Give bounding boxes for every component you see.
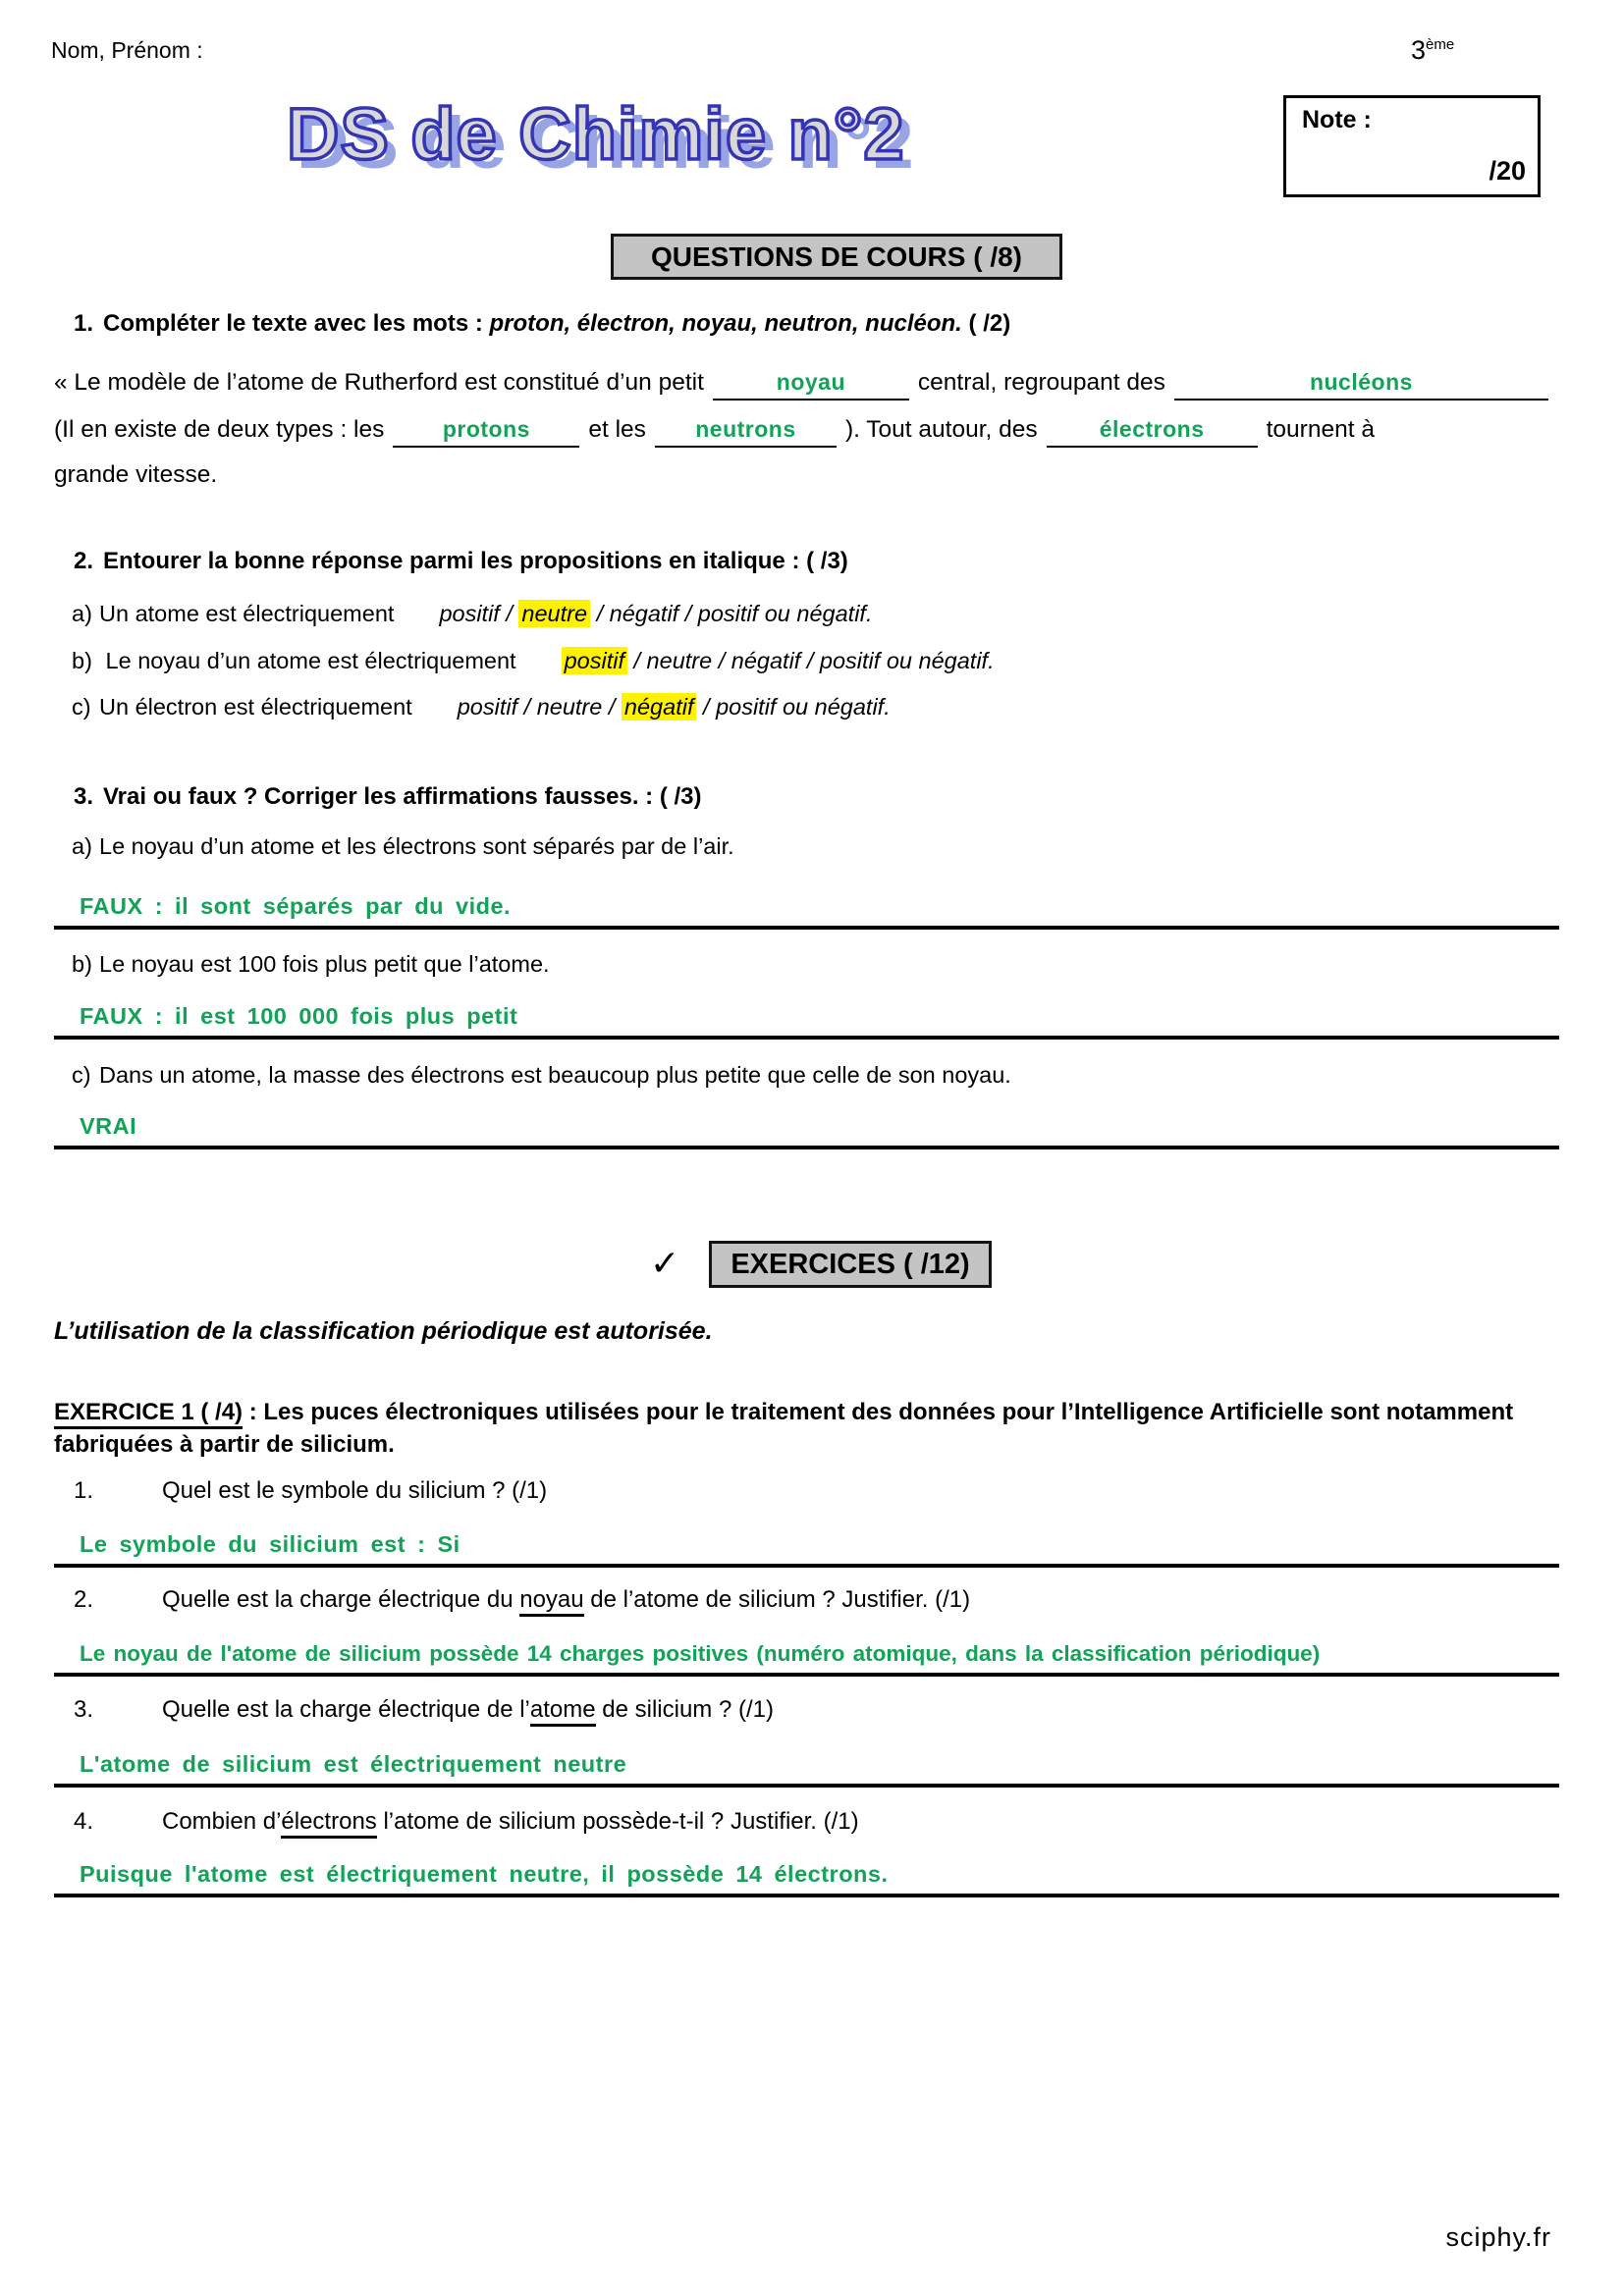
checkmark-icon: ✓ bbox=[650, 1243, 680, 1283]
q3-number: 3. bbox=[74, 783, 94, 810]
fill-blank-noyau bbox=[713, 369, 909, 400]
highlighted-answer-negatif: négatif bbox=[622, 693, 697, 721]
fill-text: ). Tout autour, des bbox=[844, 416, 1038, 443]
q2-label: Entourer la bonne réponse parmi les propositions en italique : ( /3) bbox=[103, 548, 848, 574]
fill-paragraph-line1 bbox=[54, 369, 1557, 400]
answer-line-ex1-q2: Le noyau de l'atome de silicium possède 14 charges positives (numéro atomique, dans la classification périodique) bbox=[54, 1641, 1559, 1677]
ex1-q4-underlined-word: électrons bbox=[281, 1808, 376, 1839]
fill-blank-protons bbox=[393, 416, 579, 448]
answer-line-ex1-q4: Puisque l'atome est électriquement neutre, il possède 14 électrons. bbox=[54, 1861, 1559, 1897]
fill-blank-electrons bbox=[1047, 416, 1258, 448]
fill-blank-nucleons bbox=[1174, 369, 1548, 400]
ex1-q4-number: 4. bbox=[74, 1808, 94, 1835]
q1-number: 1. bbox=[74, 310, 94, 337]
q2-heading bbox=[54, 548, 1555, 575]
highlighted-answer-neutre: neutre bbox=[518, 600, 590, 627]
section-heading-questions-de-cours: QUESTIONS DE COURS ( /8) bbox=[611, 234, 1062, 280]
grade-suffix: ème bbox=[1426, 36, 1455, 53]
worksheet-title: DS de Chimie n°2 bbox=[287, 93, 905, 175]
ex1-q4-text bbox=[162, 1808, 859, 1836]
fill-paragraph-line2 bbox=[54, 416, 1557, 448]
answer-line-ex1-q3: L'atome de silicium est électriquement neutre bbox=[54, 1751, 1559, 1788]
fill-text: (Il en existe de deux types : les bbox=[54, 416, 385, 443]
ex1-q3-pre: Quelle est la charge électrique de l’ bbox=[162, 1696, 530, 1723]
q1-label bbox=[103, 310, 1010, 338]
answer-protons: protons bbox=[442, 416, 530, 442]
section-heading-exercices: EXERCICES ( /12) bbox=[709, 1241, 992, 1288]
q3-statement-a bbox=[54, 833, 1565, 860]
q2-item-a bbox=[54, 601, 1565, 627]
ex1-question-2 bbox=[54, 1586, 1555, 1614]
q1-word-list: proton, électron, noyau, neutron, nucléon. bbox=[489, 310, 962, 337]
footer-site-name: sciphy.fr bbox=[1445, 2222, 1551, 2252]
q2-number: 2. bbox=[74, 548, 94, 574]
ex1-q2-underlined-word: noyau bbox=[519, 1586, 583, 1617]
ex1-question-4 bbox=[54, 1808, 1555, 1836]
q2-item-b-options bbox=[562, 648, 995, 674]
q2-item-a-letter: a) bbox=[72, 601, 92, 626]
q2-item-b-text: Le noyau d’un atome est électriquement bbox=[99, 648, 516, 673]
option-text: / neutre / négatif / positif ou négatif. bbox=[626, 648, 995, 673]
ex1-q3-underlined-word: atome bbox=[530, 1696, 596, 1727]
q2-item-c bbox=[54, 694, 1565, 721]
q2-item-c-options bbox=[458, 694, 891, 721]
ex1-q3-text bbox=[162, 1696, 774, 1724]
q2-item-b-letter: b) bbox=[72, 648, 92, 673]
exercise1-title: EXERCICE 1 ( /4) bbox=[54, 1399, 243, 1429]
q1-heading bbox=[54, 310, 1555, 338]
q2-item-c-text: Un électron est électriquement bbox=[99, 694, 412, 720]
answer-electrons: électrons bbox=[1099, 416, 1205, 442]
exercise1-intro bbox=[54, 1396, 1575, 1461]
q1-points: ( /2) bbox=[961, 310, 1011, 337]
option-text: positif / bbox=[439, 601, 519, 626]
answer-line-q3a: FAUX : il sont séparés par du vide. bbox=[54, 893, 1559, 930]
ex1-question-3 bbox=[54, 1696, 1555, 1724]
q3-heading bbox=[54, 783, 1555, 811]
answer-line-ex1-q1: Le symbole du silicium est : Si bbox=[54, 1531, 1559, 1568]
ex1-q2-text bbox=[162, 1586, 970, 1614]
answer-noyau: noyau bbox=[776, 369, 846, 395]
q3-item-b-letter: b) bbox=[72, 951, 92, 977]
ex1-q1-number: 1. bbox=[74, 1477, 94, 1504]
q2-item-a-text: Un atome est électriquement bbox=[99, 601, 395, 626]
note-max-score: /20 bbox=[1489, 156, 1526, 186]
q3-item-a-letter: a) bbox=[72, 833, 92, 859]
ex1-q4-post: l’atome de silicium possède-t-il ? Justifier. (/1) bbox=[376, 1808, 859, 1835]
fill-paragraph-line3 bbox=[54, 461, 1557, 489]
q2-item-c-letter: c) bbox=[72, 694, 91, 720]
ex1-q1-text: Quel est le symbole du silicium ? (/1) bbox=[162, 1477, 548, 1504]
grade-level bbox=[1411, 35, 1454, 66]
ex1-q3-post: de silicium ? (/1) bbox=[595, 1696, 774, 1723]
note-label: Note : bbox=[1302, 106, 1372, 133]
note-box bbox=[1283, 95, 1541, 197]
fill-blank-neutrons bbox=[655, 416, 837, 448]
q3-statement-b bbox=[54, 951, 1565, 978]
ex1-q3-number: 3. bbox=[74, 1696, 94, 1723]
q3-item-b-text: Le noyau est 100 fois plus petit que l’atome. bbox=[99, 951, 550, 977]
name-field-label: Nom, Prénom : bbox=[51, 37, 203, 63]
q3-item-c-text: Dans un atome, la masse des électrons est beaucoup plus petite que celle de son noyau. bbox=[99, 1062, 1011, 1088]
ex1-q4-pre: Combien d’ bbox=[162, 1808, 282, 1835]
q3-item-a-text: Le noyau d’un atome et les électrons sont séparés par de l’air. bbox=[99, 833, 734, 859]
fill-text: « Le modèle de l’atome de Rutherford est constitué d’un petit bbox=[54, 369, 704, 396]
option-text: / négatif / positif ou négatif. bbox=[590, 601, 873, 626]
answer-line-q3c: VRAI bbox=[54, 1113, 1559, 1149]
option-text: positif / neutre / bbox=[457, 694, 622, 720]
ex1-question-1 bbox=[54, 1477, 1555, 1505]
q3-label: Vrai ou faux ? Corriger les affirmations fausses. : ( /3) bbox=[103, 783, 702, 810]
highlighted-answer-positif: positif bbox=[562, 647, 627, 674]
ex1-q2-number: 2. bbox=[74, 1586, 94, 1613]
ex1-q2-post: de l’atome de silicium ? Justifier. (/1) bbox=[583, 1586, 971, 1613]
q2-item-a-options bbox=[439, 601, 872, 627]
answer-line-q3b: FAUX : il est 100 000 fois plus petit bbox=[54, 1003, 1559, 1040]
exercise1-statement: Les puces électroniques utilisées pour le traitement des données pour l’Intelligence Artificielle sont notamment fabriquées à partir de silicium. bbox=[54, 1399, 1520, 1458]
ex1-q2-pre: Quelle est la charge électrique du bbox=[162, 1586, 520, 1613]
answer-nucleons: nucléons bbox=[1309, 369, 1413, 395]
answer-neutrons: neutrons bbox=[695, 416, 796, 442]
allowed-materials-notice: L’utilisation de la classification périodique est autorisée. bbox=[54, 1317, 713, 1345]
option-text: / positif ou négatif. bbox=[696, 694, 891, 720]
fill-text: central, regroupant des bbox=[917, 369, 1165, 396]
exercise1-colon: : bbox=[243, 1399, 264, 1425]
grade-number: 3 bbox=[1411, 35, 1427, 65]
fill-text: et les bbox=[588, 416, 646, 443]
q2-item-b bbox=[54, 648, 1565, 674]
q1-label-text: Compléter le texte avec les mots : bbox=[103, 310, 490, 337]
fill-text: grande vitesse. bbox=[54, 461, 218, 488]
q3-statement-c bbox=[54, 1062, 1565, 1089]
fill-text: tournent à bbox=[1266, 416, 1375, 443]
q3-item-c-letter: c) bbox=[72, 1062, 91, 1088]
